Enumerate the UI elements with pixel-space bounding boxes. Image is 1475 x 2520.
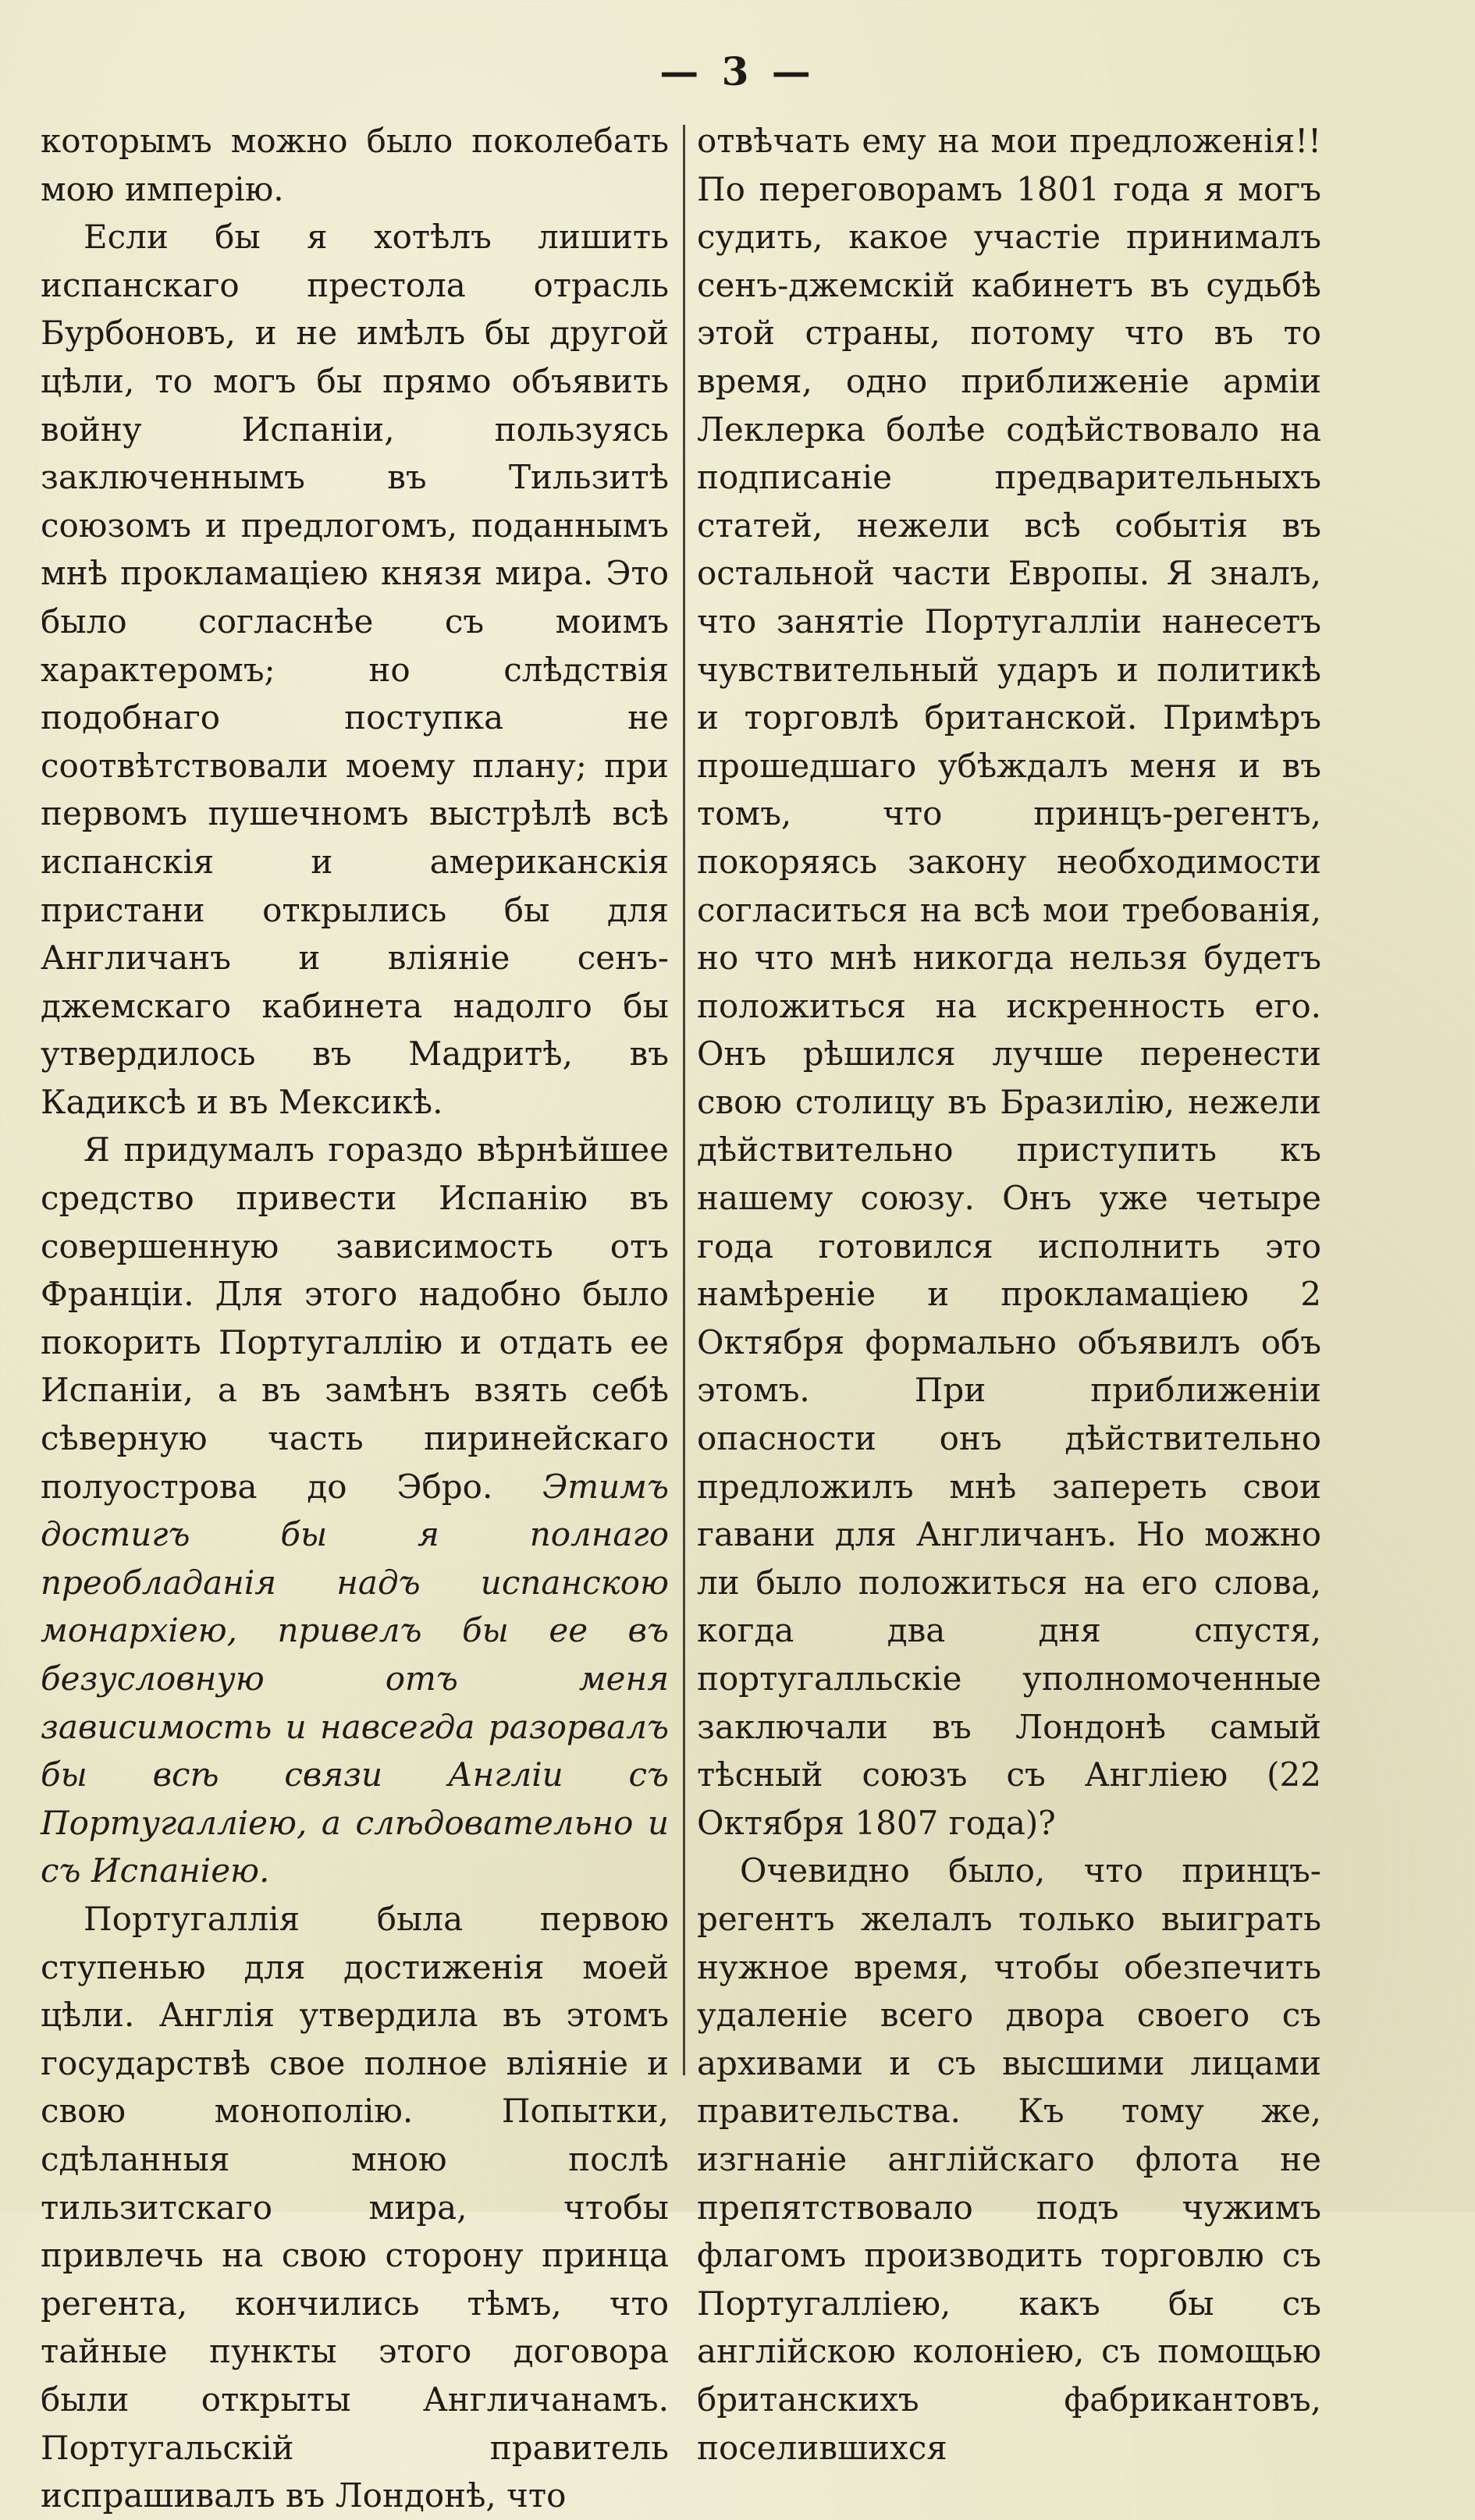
page-number: — 3 — bbox=[659, 48, 816, 94]
paragraph: отвѣчать ему на мои предложенія!! По переговорамъ 1801 года я могъ судить, какое участіе принималъ сенъ-джемскій кабинетъ въ судьбѣ этой страны, потому что въ то время, одно приближеніе арміи Леклерка болѣе содѣйствовало на подписаніе предварительныхъ статей, нежели всѣ событія въ остальной части Европы. Я зналъ, что занятіе Португалліи нанесетъ чувствительный ударъ и политикѣ и торговлѣ британской. Примѣръ прошедшаго убѣждалъ меня и въ томъ, что принцъ-регентъ, покоряясь закону необходимости согласиться на всѣ мои требованія, но что мнѣ никогда нельзя будетъ положиться на искренность его. Онъ рѣшился лучше перенести свою столицу въ Бразилію, нежели дѣйствительно приступить къ нашему союзу. Онъ уже четыре года готовился исполнить это намѣреніе и прокламаціею 2 Октября формально объявилъ объ этомъ. При приближеніи опасности онъ дѣйствительно предложилъ мнѣ запереть свои гавани для Англичанъ. Но можно ли было положиться на его слова, когда два дня спустя, португалльскіе уполномоченные заключали въ Лондонѣ самый тѣсный союзъ съ Англіею (22 Октября 1807 года)? bbox=[697, 122, 1321, 1842]
paragraph: Если бы я хотѣлъ лишить испанскаго престола отрасль Бурбоновъ, и не имѣлъ бы другой цѣли, то могъ бы прямо объявить войну Испаніи, пользуясь заключеннымъ въ Тильзитѣ союзомъ и предлогомъ, поданнымъ мнѣ прокламаціею князя мира. Это было согласнѣе съ моимъ характеромъ; но слѣдствія подобнаго поступка не соотвѣтствовали моему плану; при первомъ пушечномъ выстрѣлѣ всѣ испанскія и американскія пристани открылись бы для Англичанъ и вліяніе сенъ-джемскаго кабинета надолго бы утвердилось въ Мадритѣ, въ Кадиксѣ и въ Мексикѣ. bbox=[41, 218, 669, 1121]
paragraph: Очевидно было, что принцъ-регентъ желалъ только выиграть нужное время, чтобы обезпечить удаленіе всего двора своего съ архивами и съ высшими лицами правительства. Къ тому же, изгнаніе англійскаго флота не препятствовало подъ чужимъ флагомъ производить торговлю съ Португалліею, какъ бы съ англійскою колоніею, съ помощью британскихъ фабрикантовъ, поселившихся bbox=[697, 1851, 1321, 2467]
paragraph bbox=[41, 1126, 669, 1895]
paragraph: которымъ можно было поколебать мою имперію. bbox=[41, 122, 669, 208]
paragraph-text: Я придумалъ гораздо вѣрнѣйшее средство привести Испанію въ совершенную зависимость отъ Франціи. Для этого надобно было покорить Португаллію и отдать ее Испаніи, а въ замѣнъ взять себѣ сѣверную часть пиринейскаго полуострова до Эбро. bbox=[41, 1130, 669, 1506]
paragraph: Португаллія была первою ступенью для достиженія моей цѣли. Англія утвердила въ этомъ государствѣ свое полное вліяніе и свою монополію. Попытки, сдѣланныя мною послѣ тильзитскаго мира, чтобы привлечь на свою сторону принца регента, кончились тѣмъ, что тайные пункты этого договора были открыты Англичанамъ. Португальскій правитель испрашивалъ въ Лондонѣ, что bbox=[41, 1899, 669, 2515]
left-column bbox=[41, 117, 669, 2520]
column-divider bbox=[683, 125, 685, 2075]
right-column bbox=[697, 117, 1321, 2472]
italic-emphasis: Этимъ достигъ бы я полнаго преобладанія надъ испанскою монархіею, привелъ бы ее въ безусловную отъ меня зависимость и навсегда разорвалъ бы всѣ связи Англіи съ Португалліею, а слѣдовательно и съ Испаніею. bbox=[41, 1467, 669, 1890]
